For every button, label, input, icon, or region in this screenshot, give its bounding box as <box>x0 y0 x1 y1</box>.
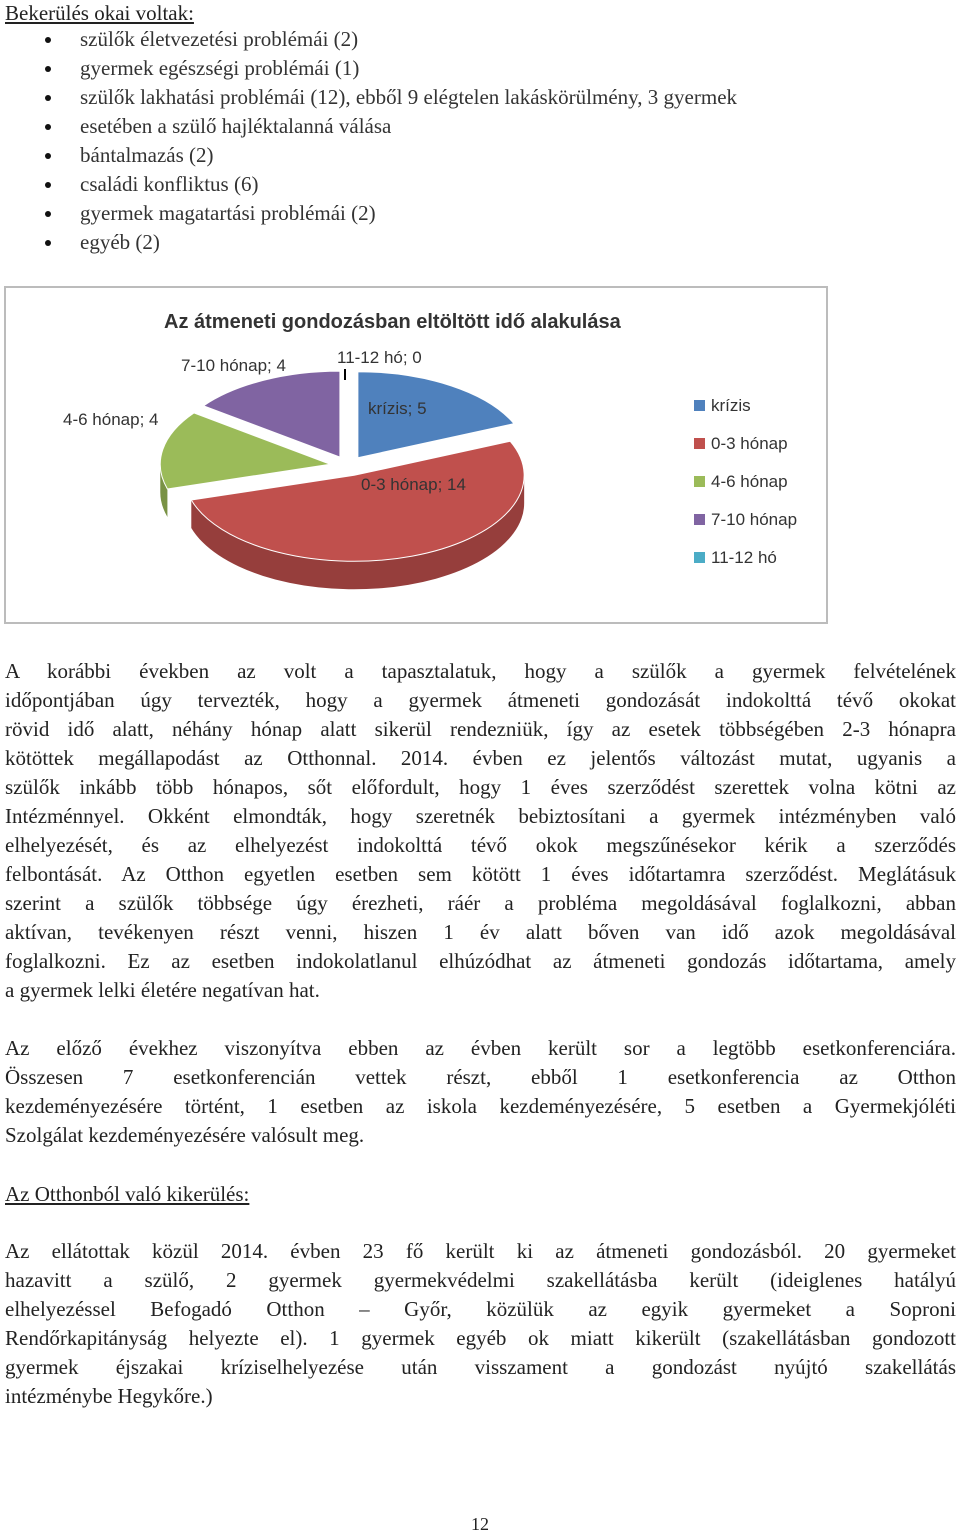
legend-item-11-12-ho-label: 11-12 hó <box>711 548 777 567</box>
legend-item-11-12-ho-swatch <box>694 552 705 563</box>
care-duration-chart <box>4 286 828 624</box>
text-line: elhelyezését, és az elhelyezést indokolttá tévő okok megszűnésekor kérik a szerződés <box>5 833 956 857</box>
legend-item-4-6-honap-swatch <box>694 476 705 487</box>
data-label-7-10-honap: 7-10 hónap; 4 <box>181 356 286 375</box>
text-line: a gyermek lelki életére negatívan hat. <box>5 978 320 1002</box>
list-item: gyermek magatartási problémái (2) <box>0 199 900 228</box>
list-item: egyéb (2) <box>0 228 900 257</box>
text-line: Az ellátottak közül 2014. évben 23 fő került ki az átmeneti gondozásból. 20 gyermeket <box>5 1239 956 1263</box>
list-item: családi konfliktus (6) <box>0 170 900 199</box>
text-line: Összesen 7 esetkonferencián vettek részt, ebből 1 esetkonferencia az Otthon <box>5 1065 956 1089</box>
text-line: szülők inkább több hónapos, sőt előfordult, hogy 1 éves szerződést szerettek volna kötni az <box>5 775 956 799</box>
paragraph-case-conferences <box>5 1034 956 1150</box>
data-label-11-12-ho: 11-12 hó; 0 <box>337 348 422 367</box>
text-line: Szolgálat kezdeményezésére valósult meg. <box>5 1123 365 1147</box>
text-line: Intézménnyel. Okként elmondták, hogy szeretnék bebiztosítani a gyermek intézményben való <box>5 804 956 828</box>
text-line: A korábbi években az volt a tapasztalatuk, hogy a szülők a gyermek felvételének <box>5 659 956 683</box>
paragraph-discharge <box>5 1237 956 1411</box>
list-item: gyermek egészségi problémái (1) <box>0 54 900 83</box>
data-label-4-6-honap: 4-6 hónap; 4 <box>63 410 159 429</box>
section-heading-discharge: Az Otthonból való kikerülés: <box>5 1182 250 1206</box>
legend-item-0-3-honap-swatch <box>694 438 705 449</box>
legend-item-7-10-honap-label: 7-10 hónap <box>711 510 798 529</box>
admission-reasons-list <box>0 25 900 257</box>
legend-item-0-3-honap-label: 0-3 hónap <box>711 434 788 453</box>
list-item: szülők életvezetési problémái (2) <box>0 25 900 54</box>
text-line: időpontjában úgy tervezték, hogy a gyermek átmeneti gondozását indokolttá tévő okokat <box>5 688 956 712</box>
text-line: rövid idő alatt, néhány hónap alatt sikerül rendezniük, így az esetek többségében 2-3 hónapra <box>5 717 956 741</box>
text-line: intézménybe Hegykőre.) <box>5 1384 213 1408</box>
paragraph-contract-duration <box>5 657 956 1005</box>
text-line: foglalkozni. Ez az esetben indokolatlanul elhúzódhat az átmeneti gondozás időtartama, amely <box>5 949 956 973</box>
text-line: aktívan, tevékenyen részt venni, hiszen 1 év alatt bőven van idő azok megoldásával <box>5 920 956 944</box>
list-item: szülők lakhatási problémái (12), ebből 9 elégtelen lakáskörülmény, 3 gyermek <box>0 83 900 112</box>
section-heading-admission: Bekerülés okai voltak: <box>5 1 194 25</box>
legend-item-krizis-swatch <box>694 400 705 411</box>
pie-chart-svg <box>6 288 826 622</box>
legend-item-4-6-honap-label: 4-6 hónap <box>711 472 788 491</box>
list-item-continuation: esetében a szülő hajléktalanná válása <box>0 112 900 141</box>
text-line: Az előző évekhez viszonyítva ebben az évben került sor a legtöbb esetkonferenciára. <box>5 1036 956 1060</box>
page-number: 12 <box>471 1514 489 1534</box>
data-label-krizis: krízis; 5 <box>368 399 427 418</box>
text-line: hazavitt a szülő, 2 gyermek gyermekvédelmi szakellátásba került (ideiglenes hatályú <box>5 1268 956 1292</box>
text-line: gyermek éjszakai kríziselhelyezése után visszament a gondozást nyújtó szakellátás <box>5 1355 956 1379</box>
chart-title: Az átmeneti gondozásban eltöltött idő alakulása <box>164 311 621 333</box>
text-line: elhelyezéssel Befogadó Otthon – Győr, közülük az egyik gyermeket a Soproni <box>5 1297 956 1321</box>
text-line: Rendőrkapitányság helyezte el). 1 gyermek egyéb ok miatt kikerült (szakellátásban gondozott <box>5 1326 956 1350</box>
legend-item-7-10-honap-swatch <box>694 514 705 525</box>
text-line: kötöttek megállapodást az Otthonnal. 2014. évben ez jelentős változást mutat, ugyanis a <box>5 746 956 770</box>
text-line: kezdeményezésére történt, 1 esetben az iskola kezdeményezésére, 5 esetben a Gyermekjóléti <box>5 1094 956 1118</box>
legend-item-krizis-label: krízis <box>711 396 751 415</box>
list-item: bántalmazás (2) <box>0 141 900 170</box>
text-line: felbontását. Az Otthon egyetlen esetben sem kötött 1 éves időtartamra szerződést. Meglátásuk <box>5 862 956 886</box>
text-line: szerint a szülők többsége úgy érezheti, ráér a probléma megoldásával foglalkozni, abban <box>5 891 956 915</box>
data-label-0-3-honap: 0-3 hónap; 14 <box>361 475 466 494</box>
